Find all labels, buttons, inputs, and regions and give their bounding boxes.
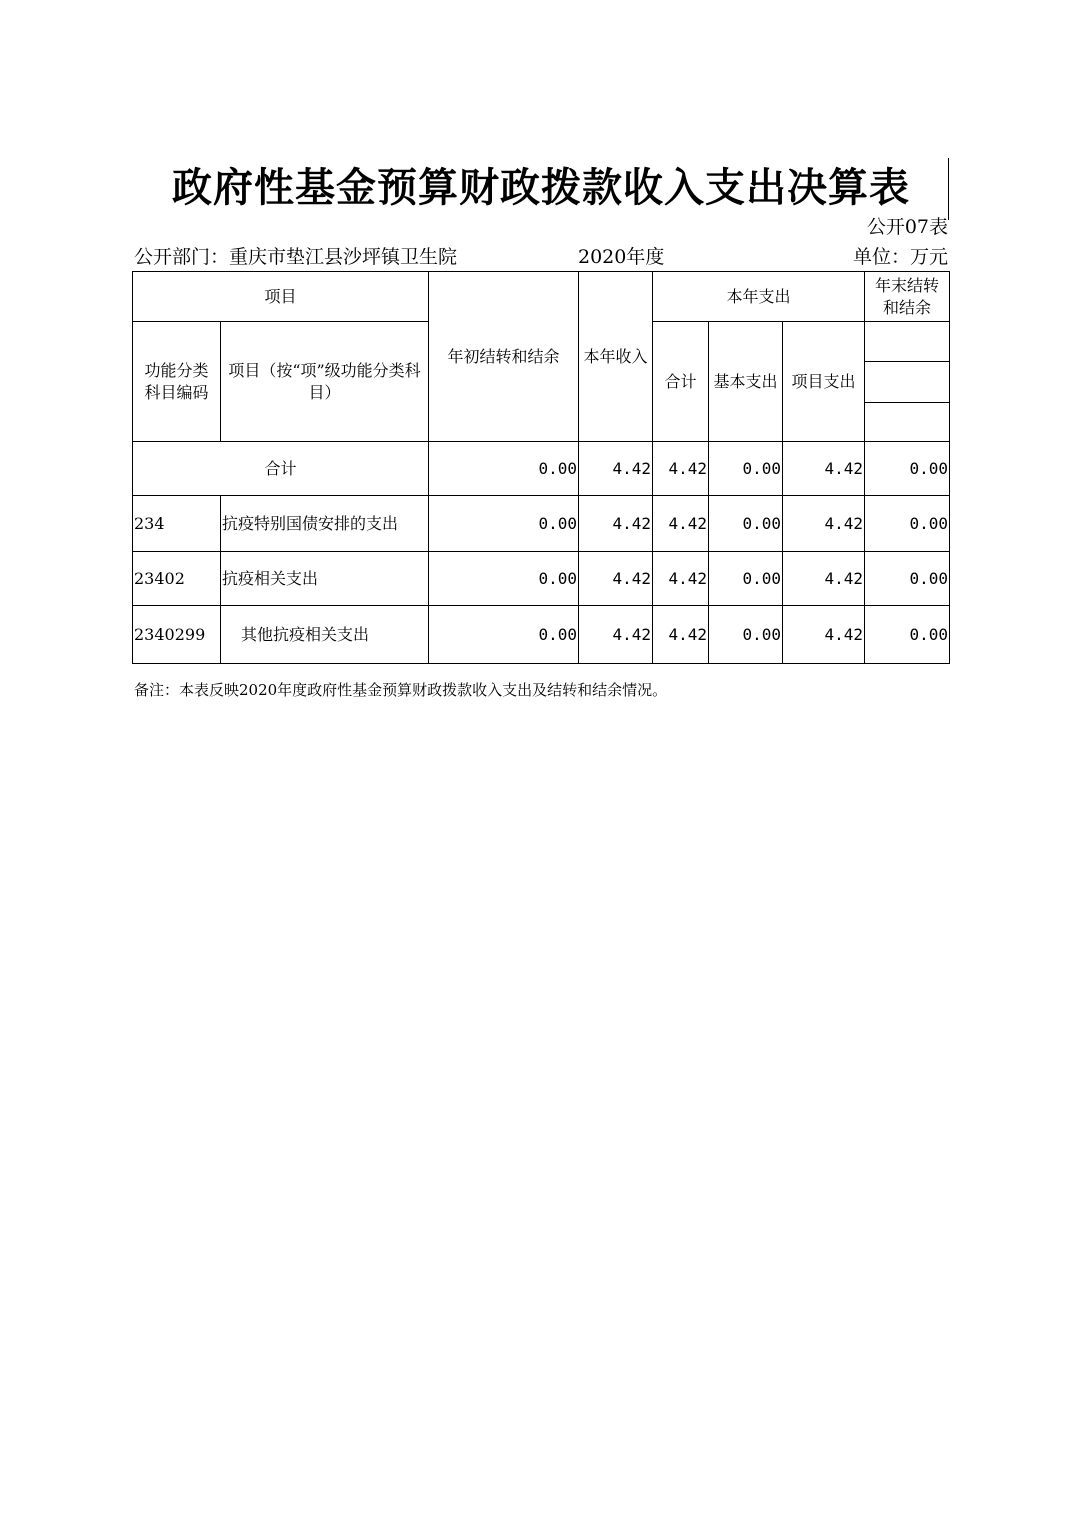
header-end-balance: 年末结转和结余 <box>865 272 950 322</box>
cell-income: 4.42 <box>579 496 653 552</box>
header-blank-cell <box>865 403 950 442</box>
cell-exp-total: 4.42 <box>653 552 709 606</box>
table-row <box>133 552 950 606</box>
cell-exp-total: 4.42 <box>653 606 709 664</box>
cell-begin-balance: 0.00 <box>429 606 579 664</box>
header-exp-project: 项目支出 <box>783 322 865 442</box>
cell-exp-basic: 0.00 <box>709 442 783 496</box>
header-exp-basic: 基本支出 <box>709 322 783 442</box>
cell-exp-basic: 0.00 <box>709 496 783 552</box>
cell-income: 4.42 <box>579 606 653 664</box>
unit-label: 单位：万元 <box>852 246 948 268</box>
header-begin-balance: 年初结转和结余 <box>429 272 579 442</box>
cell-name: 其他抗疫相关支出 <box>221 606 429 664</box>
header-blank-cell <box>865 362 950 403</box>
table-row <box>133 606 950 664</box>
header-item: 项目 <box>133 272 429 322</box>
header-income: 本年收入 <box>579 272 653 442</box>
fiscal-year: 2020年度 <box>578 246 665 268</box>
cell-end-balance: 0.00 <box>865 442 950 496</box>
cell-begin-balance: 0.00 <box>429 496 579 552</box>
table-row-total <box>133 442 950 496</box>
cell-end-balance: 0.00 <box>865 552 950 606</box>
cell-exp-basic: 0.00 <box>709 552 783 606</box>
cell-exp-basic: 0.00 <box>709 606 783 664</box>
cell-begin-balance: 0.00 <box>429 442 579 496</box>
cell-end-balance: 0.00 <box>865 606 950 664</box>
header-blank-cell <box>865 322 950 362</box>
header-func-code: 功能分类科目编码 <box>133 322 221 442</box>
cell-name: 抗疫相关支出 <box>221 552 429 606</box>
footnote: 备注：本表反映2020年度政府性基金预算财政拨款收入支出及结转和结余情况。 <box>134 681 668 699</box>
cell-income: 4.42 <box>579 442 653 496</box>
cell-exp-total: 4.42 <box>653 442 709 496</box>
cell-code: 234 <box>133 496 221 552</box>
budget-table <box>132 271 950 664</box>
cell-end-balance: 0.00 <box>865 496 950 552</box>
cell-income: 4.42 <box>579 552 653 606</box>
cell-exp-project: 4.42 <box>783 552 865 606</box>
header-expense: 本年支出 <box>653 272 865 322</box>
table-number: 公开07表 <box>866 216 948 238</box>
cell-exp-total: 4.42 <box>653 496 709 552</box>
cell-name: 抗疫特别国债安排的支出 <box>221 496 429 552</box>
cell-exp-project: 4.42 <box>783 496 865 552</box>
department-label: 公开部门：重庆市垫江县沙坪镇卫生院 <box>134 246 458 268</box>
page-title: 政府性基金预算财政拨款收入支出决算表 <box>172 165 910 211</box>
header-item-name: 项目（按“项”级功能分类科目） <box>221 322 429 442</box>
cell-code: 23402 <box>133 552 221 606</box>
cell-exp-project: 4.42 <box>783 606 865 664</box>
cell-exp-project: 4.42 <box>783 442 865 496</box>
cell-code: 2340299 <box>133 606 221 664</box>
cell-begin-balance: 0.00 <box>429 552 579 606</box>
table-row <box>133 496 950 552</box>
total-label: 合计 <box>133 442 429 496</box>
header-exp-total: 合计 <box>653 322 709 442</box>
